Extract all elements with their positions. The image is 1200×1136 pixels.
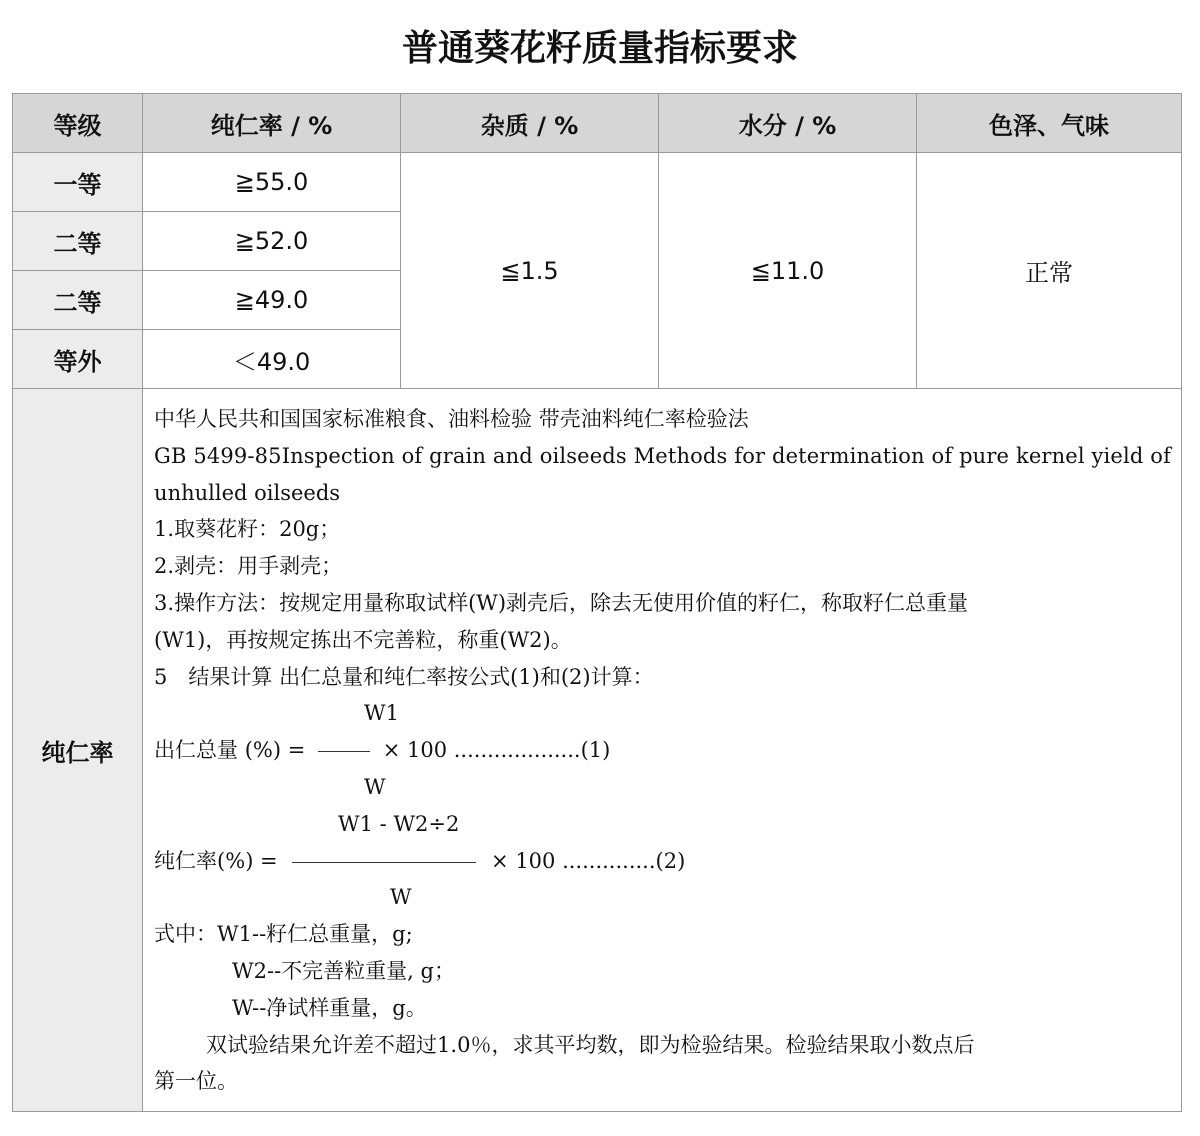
formula2-rhs: × 100 ..............(2) bbox=[491, 848, 686, 873]
where-line: W2--不完善粒重量, g； bbox=[232, 958, 455, 983]
header-kernel-rate: 纯仁率 / % bbox=[143, 94, 401, 153]
formula2-denominator: W bbox=[390, 885, 412, 910]
method-row bbox=[13, 389, 1182, 1112]
kernel-rate-cell: ≧52.0 bbox=[143, 212, 401, 271]
formula1-rhs: × 100 ...................(1) bbox=[382, 738, 611, 763]
formula1 bbox=[154, 732, 1171, 769]
formula2-numerator: W1 - W2÷2 bbox=[338, 811, 460, 836]
impurity-cell: ≦1.5 bbox=[401, 153, 659, 389]
kernel-rate-cell: ≧55.0 bbox=[143, 153, 401, 212]
fraction-bar bbox=[318, 751, 370, 752]
method-line: 中华人民共和国国家标准粮食、油料检验 带壳油料纯仁率检验法 bbox=[154, 407, 749, 431]
header-row bbox=[13, 94, 1182, 153]
method-line: GB 5499-85Inspection of grain and oilseeds Methods for determination of pure kernel yield of bbox=[154, 443, 1171, 468]
quality-table bbox=[12, 93, 1182, 1112]
method-line: unhulled oilseeds bbox=[154, 480, 341, 505]
where-line: 式中：W1--籽仁总重量，g; bbox=[154, 922, 413, 947]
where-line: W--净试样重量，g。 bbox=[232, 995, 427, 1020]
fraction-bar bbox=[292, 862, 476, 863]
grade-cell: 等外 bbox=[13, 330, 143, 389]
method-label: 纯仁率 bbox=[13, 389, 143, 1112]
method-line: 3.操作方法：按规定用量称取试样(W)剥壳后，除去无使用价值的籽仁，称取籽仁总重量 bbox=[154, 590, 969, 615]
grade-cell: 一等 bbox=[13, 153, 143, 212]
header-moisture: 水分 / % bbox=[659, 94, 917, 153]
page-title: 普通葵花籽质量指标要求 bbox=[401, 28, 798, 69]
formula1-lhs: 出仁总量 (%) = bbox=[154, 738, 306, 763]
formula1-denominator: W bbox=[364, 774, 386, 799]
color-odor-cell: 正常 bbox=[917, 153, 1182, 389]
method-line: (W1)，再按规定拣出不完善粒，称重(W2)。 bbox=[154, 627, 572, 652]
method-text bbox=[143, 389, 1182, 1112]
formula2 bbox=[154, 843, 1171, 880]
grade-cell: 二等 bbox=[13, 271, 143, 330]
header-impurity: 杂质 / % bbox=[401, 94, 659, 153]
conclusion-line: 双试验结果允许差不超过1.0％，求其平均数，即为检验结果。检验结果取小数点后 bbox=[206, 1032, 975, 1057]
kernel-rate-cell: ＜49.0 bbox=[143, 330, 401, 389]
method-line: 2.剥壳：用手剥壳； bbox=[154, 554, 343, 579]
method-line: 5 结果计算 出仁总量和纯仁率按公式(1)和(2)计算： bbox=[154, 664, 654, 689]
header-grade: 等级 bbox=[13, 94, 143, 153]
conclusion-line: 第一位。 bbox=[154, 1069, 239, 1094]
header-color-odor: 色泽、气味 bbox=[917, 94, 1182, 153]
method-line: 1.取葵花籽：20g； bbox=[154, 517, 341, 542]
moisture-cell: ≦11.0 bbox=[659, 153, 917, 389]
kernel-rate-cell: ≧49.0 bbox=[143, 271, 401, 330]
formula2-lhs: 纯仁率(%) = bbox=[154, 848, 278, 873]
table-row bbox=[13, 153, 1182, 212]
formula1-numerator: W1 bbox=[364, 701, 399, 726]
grade-cell: 二等 bbox=[13, 212, 143, 271]
